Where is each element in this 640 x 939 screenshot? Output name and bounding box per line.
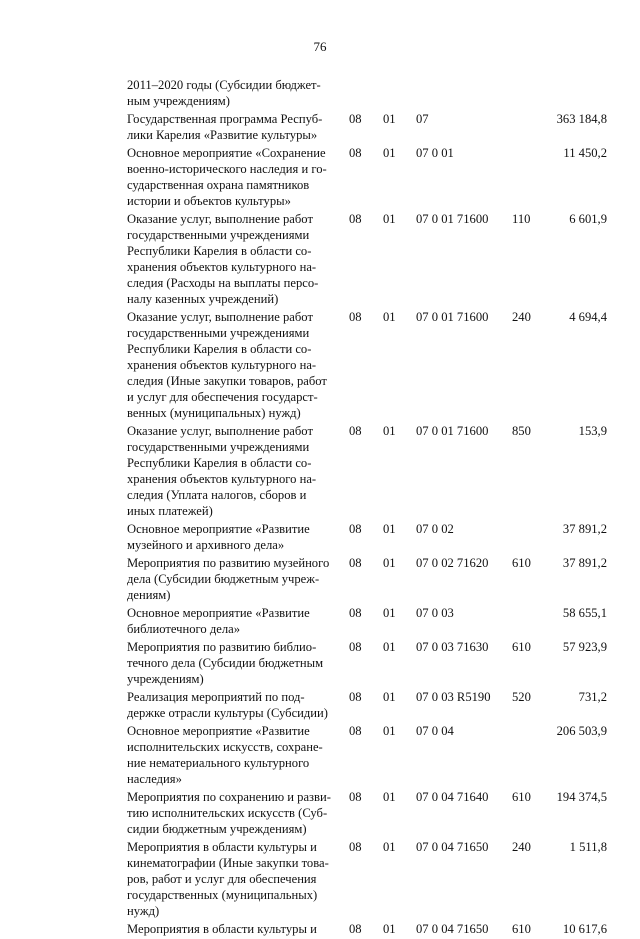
row-amount: 194 374,5 [556, 790, 607, 804]
row-amount: 6 601,9 [569, 212, 607, 226]
row-section: 08 [349, 690, 362, 704]
row-name: Основное мероприятие «Развитие музейного и архивного дела» [127, 522, 310, 552]
row-section: 08 [349, 112, 362, 126]
row-target-code: 07 0 01 71600 [416, 310, 489, 324]
table-row [127, 423, 607, 519]
row-subsection: 01 [383, 840, 396, 854]
row-amount: 1 511,8 [569, 840, 607, 854]
row-subsection: 01 [383, 112, 396, 126]
row-target-code: 07 [416, 112, 429, 126]
row-subsection: 01 [383, 790, 396, 804]
row-amount: 58 655,1 [562, 606, 607, 620]
row-section: 08 [349, 640, 362, 654]
row-name: Основное мероприятие «Сохранение военно-исторического наследия и го- сударственная охрана памятников истории и объектов культуры» [127, 146, 327, 208]
row-name: Мероприятия в области культуры и кинематографии (Иные закупки това- ров, работ и услуг для обеспечения государственных (муниципальных) нужд) [127, 840, 329, 918]
row-section: 08 [349, 522, 362, 536]
table-row [127, 77, 607, 109]
row-target-code: 07 0 03 71630 [416, 640, 489, 654]
row-name: Государственная программа Респуб- лики Карелия «Развитие культуры» [127, 112, 323, 142]
row-expense-type: 610 [512, 556, 531, 570]
row-amount: 57 923,9 [562, 640, 607, 654]
table-row [127, 921, 607, 937]
row-amount: 153,9 [578, 424, 607, 438]
row-expense-type: 610 [512, 922, 531, 936]
row-expense-type: 110 [512, 212, 531, 226]
row-amount: 37 891,2 [562, 556, 607, 570]
row-subsection: 01 [383, 212, 396, 226]
row-section: 08 [349, 310, 362, 324]
row-amount: 4 694,4 [569, 310, 607, 324]
row-section: 08 [349, 424, 362, 438]
row-name: Мероприятия по сохранению и разви- тию исполнительских искусств (Суб- сидии бюджетным учреждениям) [127, 790, 331, 836]
table-row [127, 639, 607, 687]
row-subsection: 01 [383, 146, 396, 160]
row-amount: 10 617,6 [562, 922, 607, 936]
table-row [127, 111, 607, 143]
row-section: 08 [349, 790, 362, 804]
row-expense-type: 240 [512, 840, 531, 854]
row-expense-type: 520 [512, 690, 531, 704]
row-target-code: 07 0 03 [416, 606, 454, 620]
row-section: 08 [349, 922, 362, 936]
row-section: 08 [349, 606, 362, 620]
row-name: Оказание услуг, выполнение работ государственными учреждениями Республики Карелия в области со- хранения объектов культурного на- следия (Расходы на выплаты персо- налу казенных учреждений) [127, 212, 319, 306]
row-subsection: 01 [383, 310, 396, 324]
row-subsection: 01 [383, 522, 396, 536]
table-row [127, 555, 607, 603]
row-amount: 206 503,9 [556, 724, 607, 738]
table-row [127, 211, 607, 307]
row-name: Реализация мероприятий по под- держке отрасли культуры (Субсидии) [127, 690, 328, 720]
row-subsection: 01 [383, 690, 396, 704]
row-target-code: 07 0 01 71600 [416, 212, 489, 226]
row-section: 08 [349, 724, 362, 738]
row-section: 08 [349, 840, 362, 854]
row-amount: 363 184,8 [556, 112, 607, 126]
row-subsection: 01 [383, 724, 396, 738]
table-row [127, 689, 607, 721]
row-target-code: 07 0 01 [416, 146, 454, 160]
row-target-code: 07 0 02 71620 [416, 556, 489, 570]
row-name: Оказание услуг, выполнение работ государственными учреждениями Республики Карелия в области со- хранения объектов культурного на- следия (Уплата налогов, сборов и иных платежей) [127, 424, 317, 518]
row-expense-type: 850 [512, 424, 531, 438]
row-target-code: 07 0 03 R5190 [416, 690, 491, 704]
row-name: Основное мероприятие «Развитие библиотечного дела» [127, 606, 310, 636]
row-expense-type: 240 [512, 310, 531, 324]
row-name: Мероприятия по развитию библио- течного дела (Субсидии бюджетным учреждениям) [127, 640, 324, 686]
budget-table [127, 77, 607, 939]
row-subsection: 01 [383, 640, 396, 654]
row-subsection: 01 [383, 556, 396, 570]
page-number: 76 [313, 39, 327, 54]
row-amount: 731,2 [578, 690, 607, 704]
row-name: Оказание услуг, выполнение работ государственными учреждениями Республики Карелия в области со- хранения объектов культурного на- следия (Иные закупки товаров, работ и услуг для обеспечения государст- венных (муниципальных) нужд) [127, 310, 327, 420]
row-name: Мероприятия по развитию музейного дела (Субсидии бюджетным учреж- дениям) [127, 556, 330, 602]
row-name: Мероприятия в области культуры и [127, 922, 317, 936]
row-expense-type: 610 [512, 790, 531, 804]
row-name: 2011–2020 годы (Субсидии бюджет- ным учреждениям) [127, 78, 321, 108]
table-row [127, 839, 607, 919]
row-amount: 37 891,2 [562, 522, 607, 536]
row-expense-type: 610 [512, 640, 531, 654]
row-section: 08 [349, 212, 362, 226]
row-section: 08 [349, 146, 362, 160]
row-target-code: 07 0 01 71600 [416, 424, 489, 438]
row-target-code: 07 0 04 71640 [416, 790, 489, 804]
table-row [127, 723, 607, 787]
row-name: Основное мероприятие «Развитие исполнительских искусств, сохране- ние нематериального культурного наследия» [127, 724, 323, 786]
row-target-code: 07 0 02 [416, 522, 454, 536]
row-target-code: 07 0 04 71650 [416, 840, 489, 854]
row-target-code: 07 0 04 71650 [416, 922, 489, 936]
table-row [127, 605, 607, 637]
row-section: 08 [349, 556, 362, 570]
table-row [127, 521, 607, 553]
row-subsection: 01 [383, 424, 396, 438]
table-row [127, 145, 607, 209]
row-subsection: 01 [383, 922, 396, 936]
table-row [127, 789, 607, 837]
row-target-code: 07 0 04 [416, 724, 454, 738]
row-subsection: 01 [383, 606, 396, 620]
row-amount: 11 450,2 [563, 146, 607, 160]
table-row [127, 309, 607, 421]
